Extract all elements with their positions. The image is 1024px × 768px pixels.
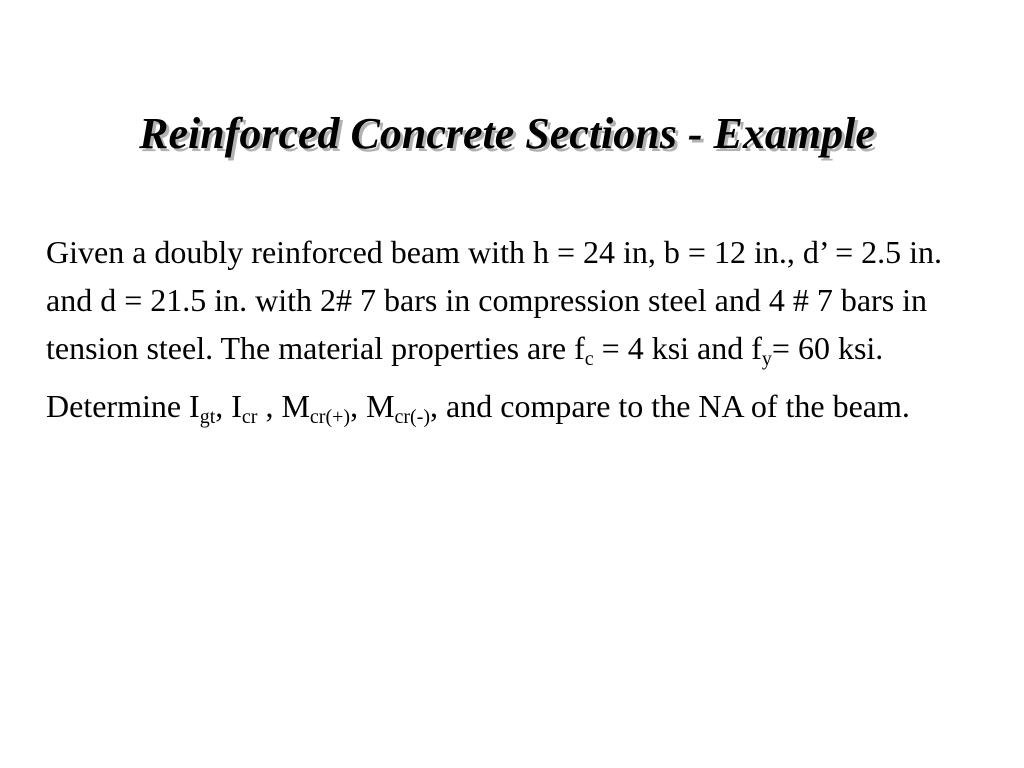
fy-subscript: y (761, 348, 772, 370)
icr-subscript: cr (241, 406, 258, 428)
problem-text: Given a doubly reinforced beam with h = 24 in, b = 12 in., d’ = 2.5 in. and d = 21.5 in. with 2# 7 bars in compression steel and 4 # 7 bars in tension steel. The material properties are f (46, 234, 943, 366)
igt-subscript: gt (199, 406, 216, 428)
mcr-positive-subscript: cr(+) (309, 406, 351, 428)
fc-subscript: c (584, 348, 594, 370)
task-text-4: , M (350, 388, 395, 424)
task-text-3: , M (257, 388, 310, 424)
task-text-1: Determine I (46, 388, 200, 424)
task-text-2: , I (215, 388, 242, 424)
problem-statement-paragraph (46, 228, 996, 372)
problem-text-mid: = 4 ksi and f (593, 330, 762, 366)
slide-body (46, 228, 996, 430)
slide-title: Reinforced Concrete Sections - Example (139, 109, 875, 158)
task-text-5: , and compare to the NA of the beam. (430, 388, 910, 424)
task-paragraph (46, 382, 996, 430)
problem-text-end: = 60 ksi. (771, 330, 884, 366)
mcr-negative-subscript: cr(-) (394, 406, 431, 428)
